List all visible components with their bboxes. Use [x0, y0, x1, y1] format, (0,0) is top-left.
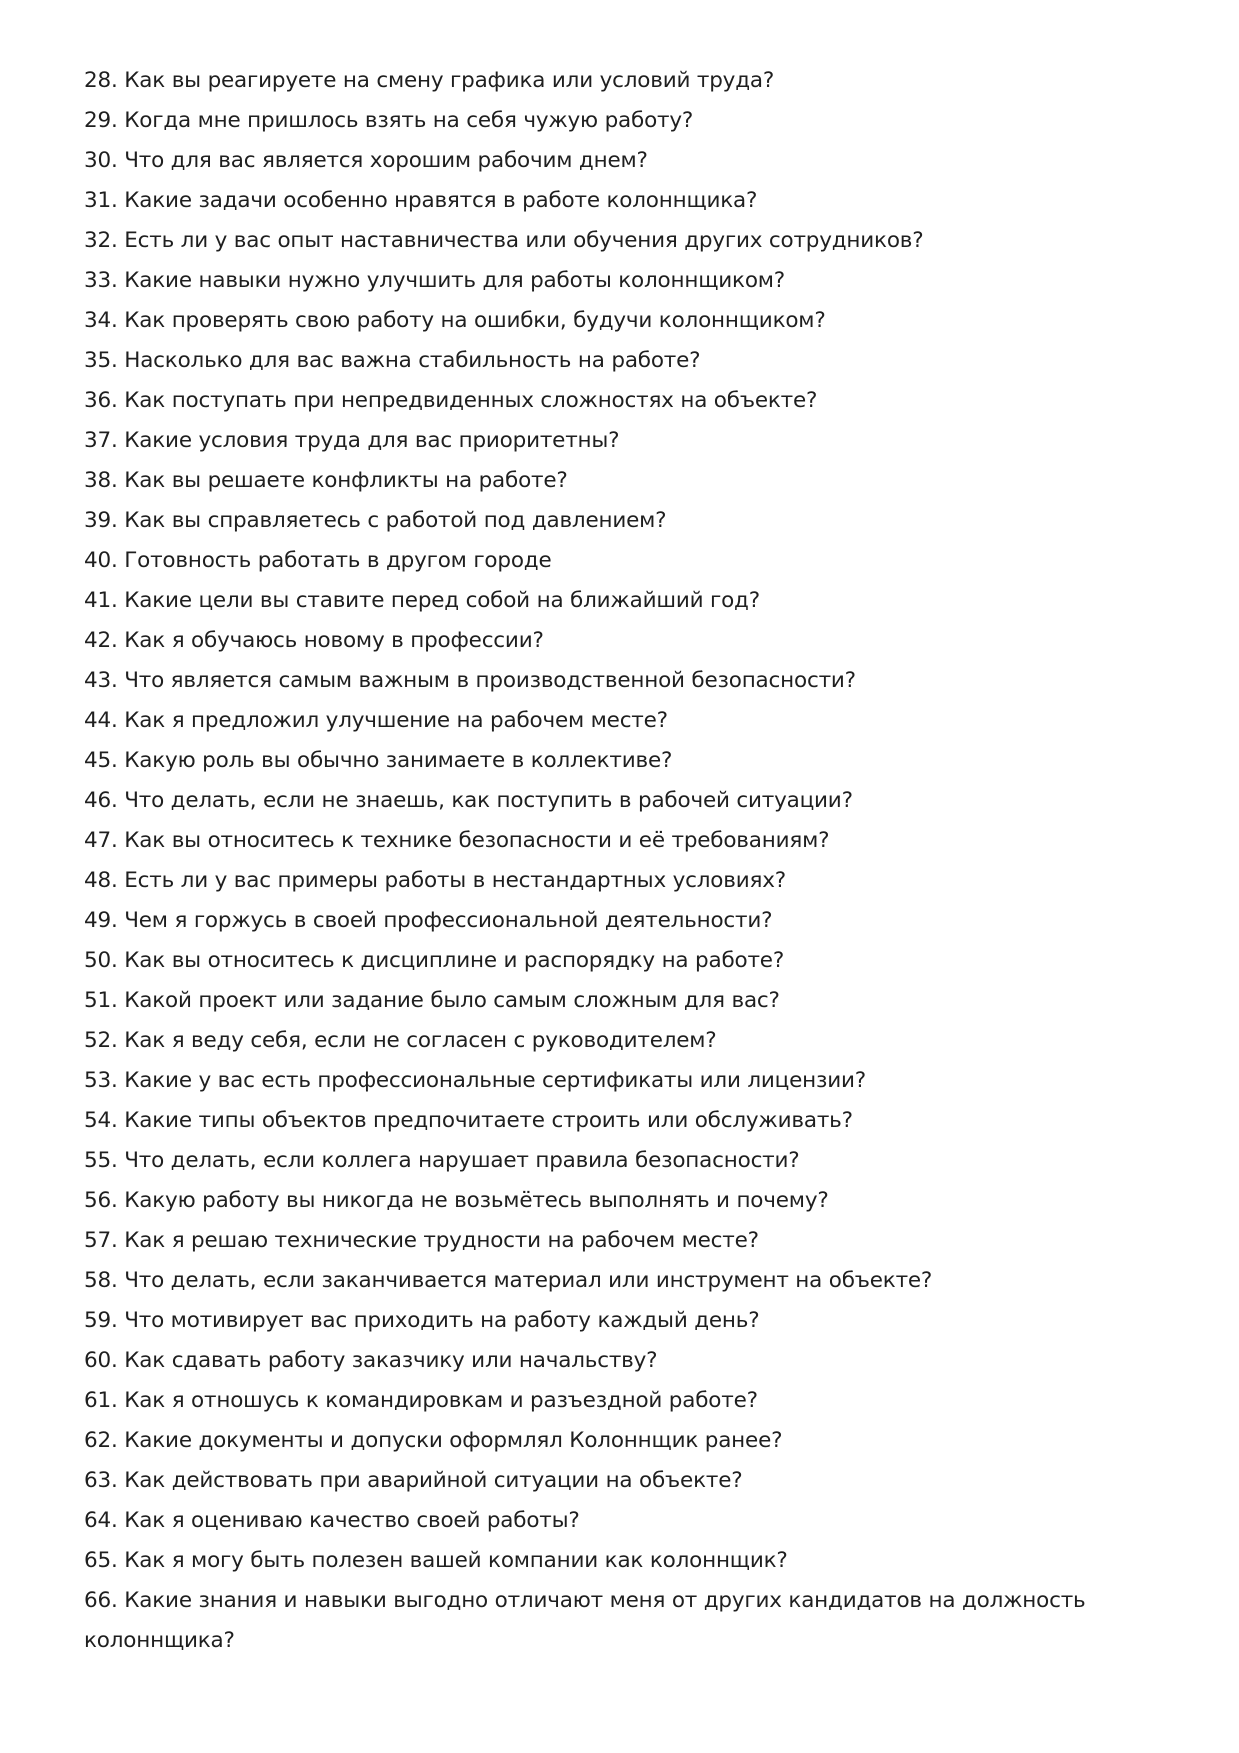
- question-item: [84, 261, 1124, 301]
- question-item: [84, 1061, 1124, 1101]
- question-number: 46.: [84, 788, 118, 813]
- question-number: 52.: [84, 1028, 118, 1053]
- question-number: 34.: [84, 308, 118, 333]
- question-text: Какие цели вы ставите перед собой на ближайший год?: [124, 588, 760, 613]
- question-text: Есть ли у вас примеры работы в нестандартных условиях?: [124, 868, 786, 893]
- question-number: 61.: [84, 1388, 118, 1413]
- question-item: [84, 461, 1124, 501]
- question-item: [84, 741, 1124, 781]
- question-text: Когда мне пришлось взять на себя чужую работу?: [124, 108, 694, 133]
- question-text: Какие навыки нужно улучшить для работы колоннщиком?: [124, 268, 786, 293]
- question-text: Что делать, если заканчивается материал или инструмент на объекте?: [124, 1268, 933, 1293]
- question-number: 33.: [84, 268, 118, 293]
- question-text: Как вы справляетесь с работой под давлением?: [124, 508, 667, 533]
- question-number: 32.: [84, 228, 118, 253]
- question-number: 39.: [84, 508, 118, 533]
- question-number: 49.: [84, 908, 118, 933]
- question-item: [84, 541, 1124, 581]
- question-text: Какие у вас есть профессиональные сертификаты или лицензии?: [124, 1068, 866, 1093]
- question-number: 36.: [84, 388, 118, 413]
- question-text: Чем я горжусь в своей профессиональной деятельности?: [124, 908, 773, 933]
- question-number: 57.: [84, 1228, 118, 1253]
- question-number: 37.: [84, 428, 118, 453]
- question-item: [84, 1381, 1124, 1421]
- question-text: Какую работу вы никогда не возьмётесь выполнять и почему?: [124, 1188, 829, 1213]
- question-text: Как вы решаете конфликты на работе?: [124, 468, 568, 493]
- question-number: 35.: [84, 348, 118, 373]
- question-number: 31.: [84, 188, 118, 213]
- question-item: [84, 1221, 1124, 1261]
- question-item: [84, 341, 1124, 381]
- question-text: Что делать, если не знаешь, как поступить в рабочей ситуации?: [124, 788, 853, 813]
- question-text: Как я оцениваю качество своей работы?: [124, 1508, 580, 1533]
- question-text: Какие документы и допуски оформлял Колоннщик ранее?: [124, 1428, 783, 1453]
- question-text: Как вы относитесь к дисциплине и распорядку на работе?: [124, 948, 785, 973]
- question-item: [84, 181, 1124, 221]
- question-text: Как я обучаюсь новому в профессии?: [124, 628, 544, 653]
- question-text: Как сдавать работу заказчику или начальству?: [124, 1348, 658, 1373]
- question-number: 28.: [84, 68, 118, 93]
- question-item: [84, 941, 1124, 981]
- question-item: [84, 1261, 1124, 1301]
- question-number: 50.: [84, 948, 118, 973]
- question-item: [84, 1341, 1124, 1381]
- question-number: 54.: [84, 1108, 118, 1133]
- question-number: 53.: [84, 1068, 118, 1093]
- question-text: Что мотивирует вас приходить на работу каждый день?: [124, 1308, 760, 1333]
- question-item: [84, 421, 1124, 461]
- question-text: Как я могу быть полезен вашей компании как колоннщик?: [124, 1548, 788, 1573]
- question-item: [84, 501, 1124, 541]
- question-item: [84, 1181, 1124, 1221]
- question-number: 58.: [84, 1268, 118, 1293]
- question-number: 48.: [84, 868, 118, 893]
- question-number: 60.: [84, 1348, 118, 1373]
- question-number: 59.: [84, 1308, 118, 1333]
- question-text: Что делать, если коллега нарушает правила безопасности?: [124, 1148, 800, 1173]
- question-text: Как проверять свою работу на ошибки, будучи колоннщиком?: [124, 308, 826, 333]
- question-text: Как я предложил улучшение на рабочем месте?: [124, 708, 668, 733]
- question-item: [84, 981, 1124, 1021]
- question-item: [84, 621, 1124, 661]
- question-item: [84, 821, 1124, 861]
- question-number: 64.: [84, 1508, 118, 1533]
- question-number: 38.: [84, 468, 118, 493]
- question-text: Как я веду себя, если не согласен с руководителем?: [124, 1028, 717, 1053]
- question-item: [84, 1501, 1124, 1541]
- question-text: Есть ли у вас опыт наставничества или обучения других сотрудников?: [124, 228, 924, 253]
- question-item: [84, 61, 1124, 101]
- question-text: Какие знания и навыки выгодно отличают меня от других кандидатов на должность колоннщика?: [84, 1588, 1086, 1653]
- question-text: Готовность работать в другом городе: [124, 548, 552, 573]
- question-text: Как я решаю технические трудности на рабочем месте?: [124, 1228, 759, 1253]
- question-text: Какие типы объектов предпочитаете строить или обслуживать?: [124, 1108, 853, 1133]
- question-item: [84, 1141, 1124, 1181]
- question-item: [84, 661, 1124, 701]
- question-text: Как я отношусь к командировкам и разъездной работе?: [124, 1388, 758, 1413]
- question-number: 43.: [84, 668, 118, 693]
- question-number: 30.: [84, 148, 118, 173]
- question-item: [84, 1541, 1124, 1581]
- question-item: [84, 1421, 1124, 1461]
- question-item: [84, 781, 1124, 821]
- question-number: 55.: [84, 1148, 118, 1173]
- question-number: 42.: [84, 628, 118, 653]
- question-item: [84, 581, 1124, 621]
- question-item: [84, 861, 1124, 901]
- question-text: Насколько для вас важна стабильность на работе?: [124, 348, 701, 373]
- question-number: 40.: [84, 548, 118, 573]
- question-text: Что для вас является хорошим рабочим днем?: [124, 148, 648, 173]
- question-list: [84, 61, 1124, 1661]
- question-text: Как вы относитесь к технике безопасности и её требованиям?: [124, 828, 830, 853]
- question-text: Как вы реагируете на смену графика или условий труда?: [124, 68, 775, 93]
- question-item: [84, 301, 1124, 341]
- question-text: Какие задачи особенно нравятся в работе колоннщика?: [124, 188, 758, 213]
- question-item: [84, 701, 1124, 741]
- question-item: [84, 1461, 1124, 1501]
- question-text: Как поступать при непредвиденных сложностях на объекте?: [124, 388, 818, 413]
- question-item: [84, 1101, 1124, 1141]
- question-number: 65.: [84, 1548, 118, 1573]
- question-number: 45.: [84, 748, 118, 773]
- question-text: Какие условия труда для вас приоритетны?: [124, 428, 620, 453]
- question-number: 29.: [84, 108, 118, 133]
- question-number: 66.: [84, 1588, 118, 1613]
- question-item: [84, 141, 1124, 181]
- question-item: [84, 901, 1124, 941]
- question-item: [84, 1581, 1124, 1661]
- question-number: 62.: [84, 1428, 118, 1453]
- question-number: 44.: [84, 708, 118, 733]
- question-text: Как действовать при аварийной ситуации на объекте?: [124, 1468, 743, 1493]
- question-item: [84, 1301, 1124, 1341]
- question-number: 47.: [84, 828, 118, 853]
- question-text: Какой проект или задание было самым сложным для вас?: [124, 988, 780, 1013]
- question-number: 51.: [84, 988, 118, 1013]
- question-text: Какую роль вы обычно занимаете в коллективе?: [124, 748, 673, 773]
- question-item: [84, 381, 1124, 421]
- question-item: [84, 1021, 1124, 1061]
- question-number: 56.: [84, 1188, 118, 1213]
- question-item: [84, 101, 1124, 141]
- question-item: [84, 221, 1124, 261]
- question-number: 63.: [84, 1468, 118, 1493]
- question-text: Что является самым важным в производственной безопасности?: [124, 668, 856, 693]
- question-number: 41.: [84, 588, 118, 613]
